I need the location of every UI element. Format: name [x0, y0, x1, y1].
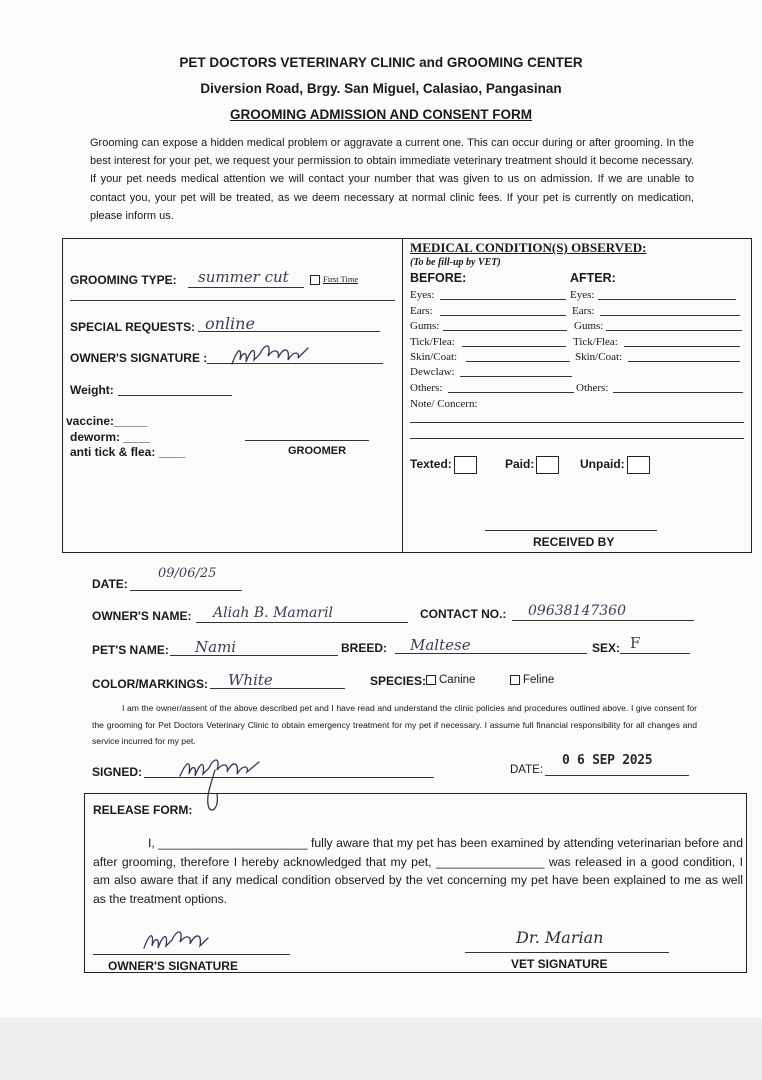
after-skin-coat: Skin/Coat:: [575, 351, 623, 363]
after-skin-coat-line[interactable]: [628, 361, 740, 362]
groomer-label: GROOMER: [288, 445, 347, 457]
breed-label: BREED:: [341, 641, 388, 655]
before-dewclaw-line[interactable]: [460, 376, 572, 377]
feline-option[interactable]: [510, 674, 554, 686]
feline-label: Feline: [523, 674, 555, 686]
after-others: Others:: [576, 382, 609, 394]
date-stamp: 0 6 SEP 2025: [562, 753, 653, 768]
texted-label: Texted:: [410, 457, 452, 472]
medical-subtitle: (To be fill-up by VET): [410, 257, 501, 268]
after-gums-line[interactable]: [606, 330, 742, 331]
color-value[interactable]: White: [228, 671, 273, 689]
before-others: Others:: [410, 382, 443, 394]
after-ears: Ears:: [572, 305, 595, 317]
form-title: GROOMING ADMISSION AND CONSENT FORM: [230, 107, 532, 122]
before-eyes: Eyes:: [410, 289, 435, 301]
received-by-label: RECEIVED BY: [533, 535, 615, 549]
release-title: RELEASE FORM:: [93, 803, 193, 817]
signed-date-label: DATE:: [510, 764, 544, 776]
contact-line: [512, 620, 694, 621]
color-line: [210, 688, 345, 689]
note-concern-label: Note/ Concern:: [410, 398, 478, 410]
sex-line: [620, 653, 690, 654]
texted-checkbox[interactable]: [454, 456, 477, 474]
after-others-line[interactable]: [613, 392, 743, 393]
medical-title: MEDICAL CONDITION(S) OBSERVED:: [410, 240, 647, 255]
texted-field[interactable]: [410, 456, 477, 474]
vet-signature-label: VET SIGNATURE: [511, 957, 608, 971]
special-requests-line: [198, 331, 380, 332]
breed-value[interactable]: Maltese: [410, 636, 471, 654]
release-owner-line: [93, 954, 290, 955]
pet-name-value[interactable]: Nami: [195, 638, 237, 656]
clinic-address: Diversion Road, Brgy. San Miguel, Calasiao, Pangasinan: [200, 81, 562, 96]
before-tick-flea-line[interactable]: [462, 346, 566, 347]
before-others-line[interactable]: [448, 392, 574, 393]
release-owner-signature-label: OWNER'S SIGNATURE: [108, 959, 238, 973]
received-by-line[interactable]: [485, 530, 657, 531]
after-ears-line[interactable]: [600, 315, 740, 316]
column-divider: [402, 239, 403, 552]
signed-label: SIGNED:: [92, 765, 143, 779]
color-label: COLOR/MARKINGS:: [92, 677, 208, 691]
canine-option[interactable]: [426, 674, 475, 686]
owner-signature-line: [207, 363, 383, 364]
owner-name-line: [196, 622, 408, 623]
vet-signature-line: [465, 952, 669, 953]
weight-label: Weight:: [70, 383, 114, 397]
after-tick-flea-line[interactable]: [624, 346, 740, 347]
vet-signature-value[interactable]: Dr. Marian: [516, 928, 604, 947]
before-gums-line[interactable]: [443, 330, 567, 331]
unpaid-checkbox[interactable]: [627, 456, 650, 474]
after-eyes: Eyes:: [570, 289, 595, 301]
after-tick-flea: Tick/Flea:: [573, 336, 618, 348]
paid-label: Paid:: [505, 457, 535, 472]
vaccine-label: vaccine:_____: [66, 414, 148, 428]
note-line-2[interactable]: [410, 438, 744, 439]
before-skin-coat-line[interactable]: [466, 361, 570, 362]
before-eyes-line[interactable]: [440, 299, 566, 300]
after-gums: Gums:: [574, 320, 604, 332]
groomer-signature-line[interactable]: [245, 440, 369, 441]
grooming-type-value[interactable]: summer cut: [198, 268, 289, 286]
owner-name-label: OWNER'S NAME:: [92, 609, 192, 623]
signed-date-line: [545, 775, 689, 776]
paid-field[interactable]: [505, 456, 559, 474]
deworm-label: deworm: ____: [70, 430, 151, 444]
first-time-label: First Time: [323, 274, 359, 284]
species-label: SPECIES:: [370, 674, 427, 688]
release-paragraph: I, ______________________ fully aware that my pet has been examined by attending veterinarian before and after grooming, therefore I hereby acknowledged that my pet, ________________ was released in a good condition, I am also aware that if any medical condition observed by the vet concerning my pet have been explained to me as well as the treatment options.: [93, 836, 743, 906]
before-ears-line[interactable]: [440, 315, 566, 316]
intro-paragraph: Grooming can expose a hidden medical problem or aggravate a current one. This can occur during or after grooming. In the best interest for your pet, we request your permission to obtain immediate veterinary treatment should it become necessary. If your pet needs medical attention we will contact your number that was given to us on admission. If we are unable to contact you, your pet will be treated, as we deem necessary at normal clinic fees. If your pet is currently on medication, please inform us.: [90, 137, 694, 222]
before-dewclaw: Dewclaw:: [410, 366, 455, 378]
signed-line: [144, 777, 434, 778]
scan-background: [0, 1018, 762, 1080]
first-time-checkbox[interactable]: [310, 275, 320, 285]
feline-checkbox[interactable]: [510, 675, 520, 685]
before-label: BEFORE:: [410, 271, 467, 285]
date-line: [130, 590, 242, 591]
special-requests-value[interactable]: online: [205, 314, 255, 333]
before-gums: Gums:: [410, 320, 440, 332]
clinic-name: PET DOCTORS VETERINARY CLINIC and GROOMING CENTER: [179, 55, 583, 70]
canine-checkbox[interactable]: [426, 675, 436, 685]
anti-tick-label: anti tick & flea: ____: [70, 445, 186, 459]
date-label: DATE:: [92, 577, 128, 591]
grooming-extra-line[interactable]: [70, 300, 395, 301]
weight-line[interactable]: [118, 395, 232, 396]
after-eyes-line[interactable]: [598, 299, 736, 300]
contact-value[interactable]: 09638147360: [528, 603, 626, 619]
note-line-1[interactable]: [410, 422, 744, 423]
breed-line: [395, 653, 587, 654]
canine-label: Canine: [439, 674, 476, 686]
contact-label: CONTACT NO.:: [420, 607, 507, 621]
pet-name-line: [170, 655, 338, 656]
paid-checkbox[interactable]: [536, 456, 559, 474]
owner-signature-label: OWNER'S SIGNATURE :: [70, 351, 208, 365]
unpaid-label: Unpaid:: [580, 457, 625, 472]
owner-name-value[interactable]: Aliah B. Mamaril: [213, 605, 334, 621]
first-time-option[interactable]: [310, 274, 358, 285]
grooming-type-label: GROOMING TYPE:: [70, 273, 177, 287]
pet-name-label: PET'S NAME:: [92, 643, 169, 657]
owner-signature-image[interactable]: [228, 338, 313, 372]
unpaid-field[interactable]: [580, 456, 650, 474]
consent-paragraph: I am the owner/assent of the above described pet and I have read and understand the clinic policies and procedures outlined above. I give consent for the grooming for Pet Doctors Veterinary Clinic to obtain emergency treatment for my pet if necessary. I assume full financial responsibility for all changes and service incurred for my pet.: [92, 703, 697, 746]
sex-value[interactable]: F: [630, 634, 641, 652]
grooming-type-line: [188, 287, 304, 288]
date-value[interactable]: 09/06/25: [158, 566, 217, 581]
sex-label: SEX:: [592, 641, 621, 655]
special-requests-label: SPECIAL REQUESTS:: [70, 320, 196, 334]
after-label: AFTER:: [570, 271, 616, 285]
before-ears: Ears:: [410, 305, 433, 317]
before-tick-flea: Tick/Flea:: [410, 336, 455, 348]
before-skin-coat: Skin/Coat:: [410, 351, 458, 363]
